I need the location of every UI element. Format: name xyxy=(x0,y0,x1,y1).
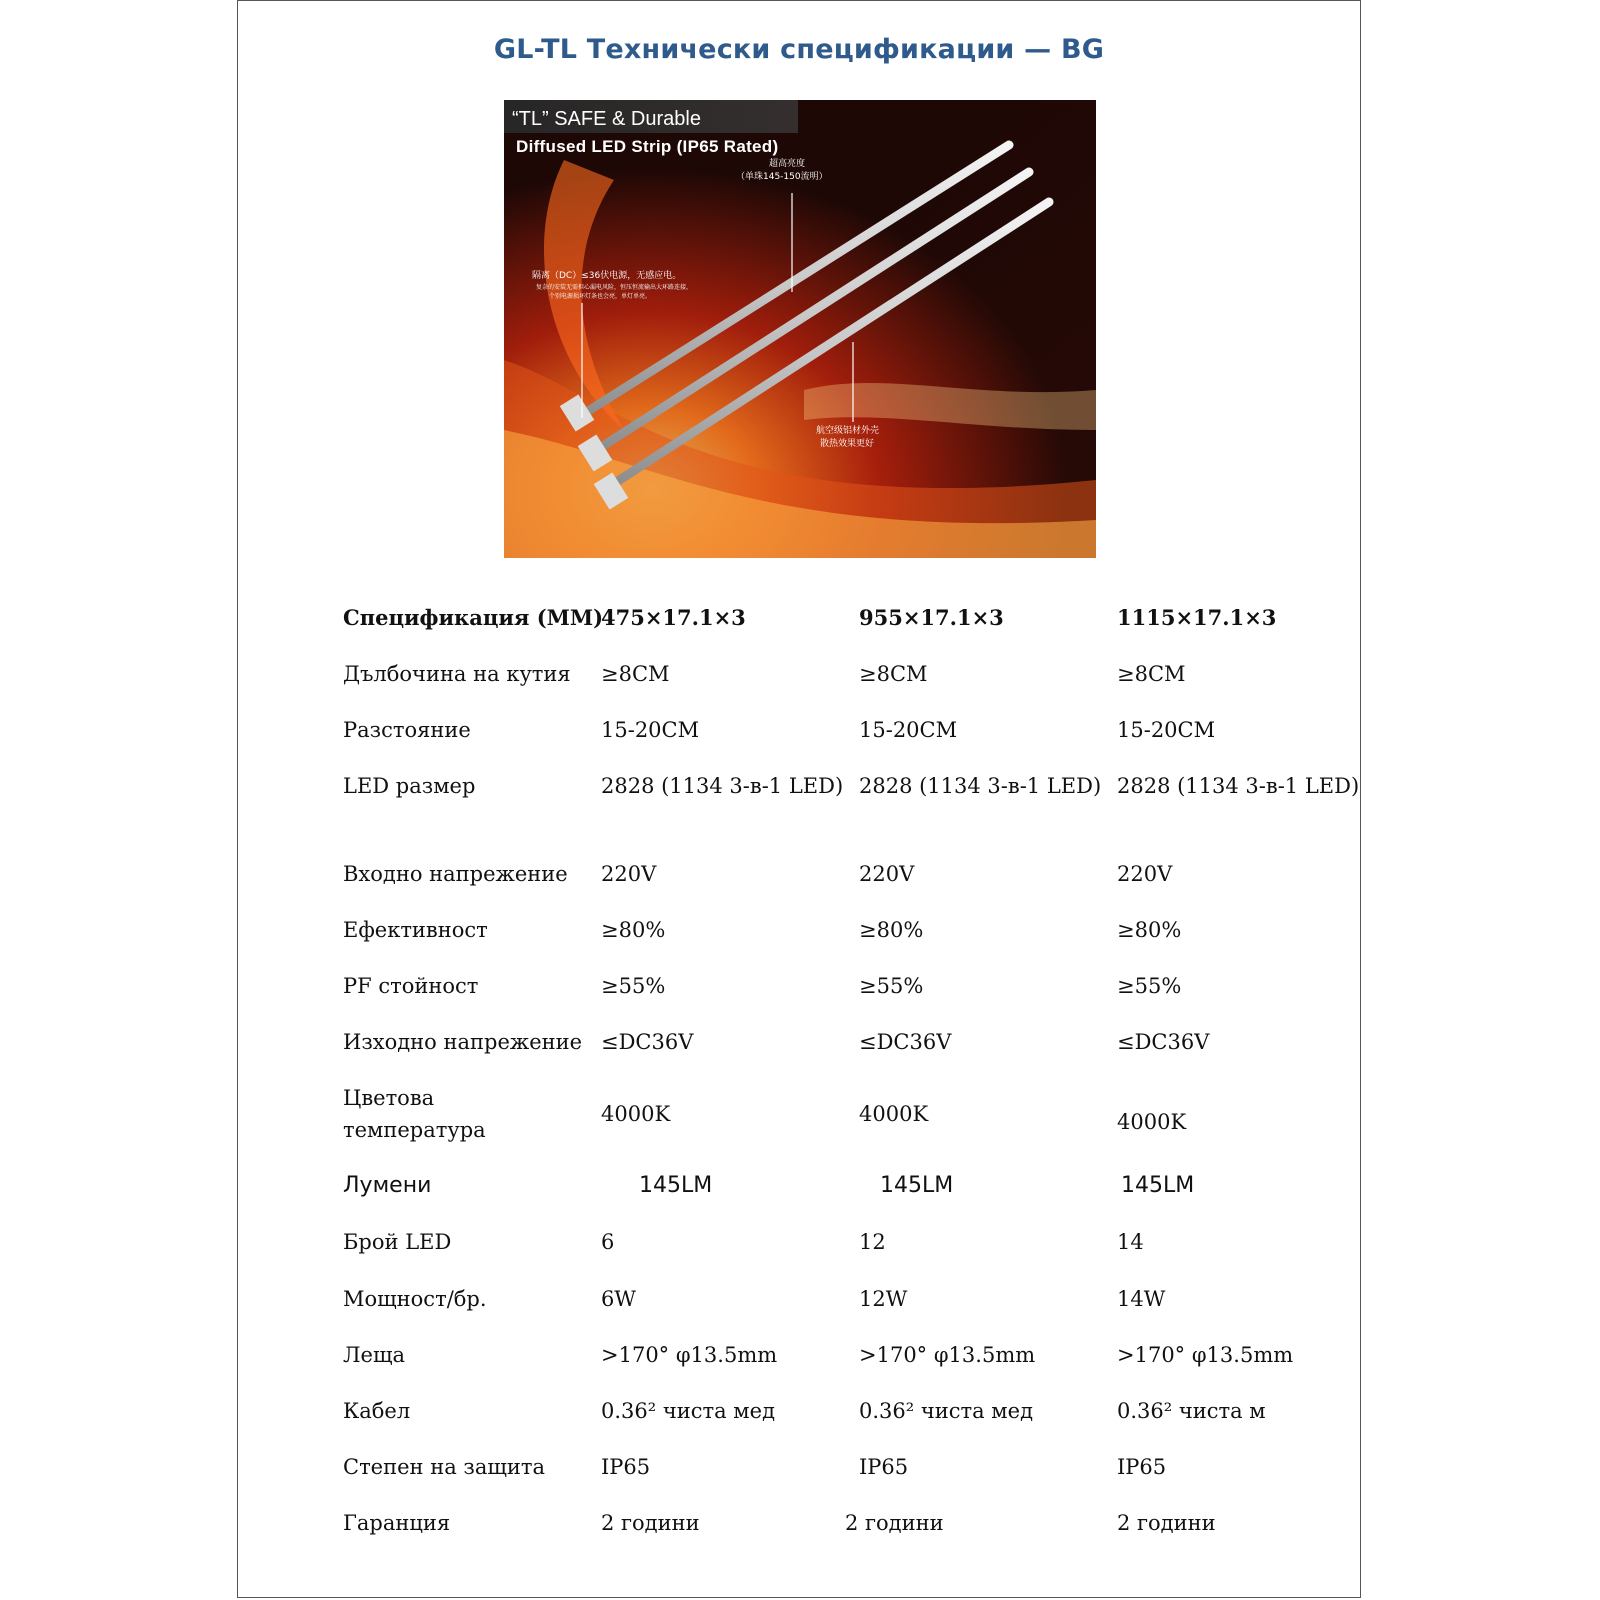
table-cell: ≥80% xyxy=(859,918,924,942)
table-row xyxy=(343,1082,1343,1146)
table-cell: ≥55% xyxy=(1117,974,1182,998)
table-cell: 14W xyxy=(1117,1287,1166,1311)
table-cell: >170° φ13.5mm xyxy=(859,1343,1036,1367)
table-cell: ≥8CM xyxy=(1117,662,1186,686)
banner-header-text: “TL” SAFE & Durable xyxy=(512,108,701,130)
table-cell: 15-20CM xyxy=(1117,718,1216,742)
table-cell: 0.36² чиста мед xyxy=(859,1399,1033,1423)
table-cell: 145LM xyxy=(1121,1173,1195,1198)
table-cell: 2 години xyxy=(845,1511,944,1535)
table-cell: 6 xyxy=(601,1230,615,1254)
callout-brightness-line1: 超高亮度 xyxy=(769,159,806,169)
callout-brightness-line2: （单珠145-150流明） xyxy=(736,172,828,182)
table-cell: 2828 (1134 3-в-1 LED) xyxy=(1117,774,1360,798)
table-cell: 15-20CM xyxy=(859,718,958,742)
document-title: GL-TL Технически спецификации — BG xyxy=(493,34,1105,65)
banner-subheader-text: Diffused LED Strip (IP65 Rated) xyxy=(516,137,779,156)
table-cell: 0.36² чиста м xyxy=(1117,1399,1266,1423)
row-label: Лумени xyxy=(343,1173,432,1198)
row-label: Мощност/бр. xyxy=(343,1287,487,1311)
table-cell: 145LM xyxy=(639,1173,713,1198)
table-cell: ≥55% xyxy=(601,974,666,998)
row-label: Степен на защита xyxy=(343,1455,546,1479)
table-cell: 4000K xyxy=(859,1102,929,1126)
table-cell: ≥80% xyxy=(1117,918,1182,942)
product-banner-image xyxy=(504,100,1096,558)
callout-aluminium-line2: 散热效果更好 xyxy=(820,439,875,449)
table-cell: 145LM xyxy=(880,1173,954,1198)
row-label: Разстояние xyxy=(343,718,471,742)
row-label: Цветова температура xyxy=(343,1086,486,1142)
table-cell: ≥8CM xyxy=(601,662,670,686)
table-cell: IP65 xyxy=(1117,1455,1167,1479)
row-label: Гаранция xyxy=(343,1511,451,1535)
table-cell: 4000K xyxy=(601,1102,671,1126)
table-cell: IP65 xyxy=(601,1455,651,1479)
row-label: Ефективност xyxy=(343,918,488,942)
table-cell: 12W xyxy=(859,1287,908,1311)
row-label: Леща xyxy=(343,1343,405,1367)
table-cell: 220V xyxy=(601,862,657,886)
table-cell: 2828 (1134 3-в-1 LED) xyxy=(859,774,1102,798)
table-cell: ≥55% xyxy=(859,974,924,998)
table-cell: ≤DC36V xyxy=(859,1030,952,1054)
row-label: Кабел xyxy=(343,1399,411,1423)
table-cell: >170° φ13.5mm xyxy=(601,1343,778,1367)
table-cell: 2 години xyxy=(601,1511,700,1535)
row-label: LED размер xyxy=(343,774,476,798)
table-cell: 6W xyxy=(601,1287,636,1311)
row-label: Брой LED xyxy=(343,1230,452,1254)
table-cell: 220V xyxy=(859,862,915,886)
table-cell: ≥80% xyxy=(601,918,666,942)
row-label: Входно напрежение xyxy=(343,862,568,886)
table-cell: >170° φ13.5mm xyxy=(1117,1343,1294,1367)
header-cell: Спецификация (MM) xyxy=(343,605,604,630)
header-cell: 955×17.1×3 xyxy=(859,605,1004,630)
table-cell: 12 xyxy=(859,1230,886,1254)
header-cell: 1115×17.1×3 xyxy=(1117,605,1277,630)
table-cell: IP65 xyxy=(859,1455,909,1479)
callout-aluminium-line1: 航空级铝材外壳 xyxy=(816,426,880,436)
table-cell: ≤DC36V xyxy=(601,1030,694,1054)
table-cell: 4000K xyxy=(1117,1110,1187,1134)
table-cell: 2828 (1134 3-в-1 LED) xyxy=(601,774,844,798)
header-cell: 475×17.1×3 xyxy=(601,605,746,630)
table-cell: 15-20CM xyxy=(601,718,700,742)
table-cell: 0.36² чиста мед xyxy=(601,1399,775,1423)
table-cell: ≥8CM xyxy=(859,662,928,686)
table-cell: 2 години xyxy=(1117,1511,1216,1535)
callout-power-line1: 隔离（DC）≤36伏电源，无感应电。 xyxy=(532,271,682,281)
callout-power-line2: 复杂的安装无需担心漏电风险，恒压恒流输出大环路连接， xyxy=(536,284,693,291)
row-label: PF стойност xyxy=(343,974,479,998)
row-label: Дълбочина на кутия xyxy=(343,662,571,686)
callout-power-line3: 个别电源损坏灯条也会亮，单灯单亮。 xyxy=(549,293,652,300)
table-cell: 14 xyxy=(1117,1230,1144,1254)
table-cell: 220V xyxy=(1117,862,1173,886)
table-cell: ≤DC36V xyxy=(1117,1030,1210,1054)
row-label: Изходно напрежение xyxy=(343,1030,583,1054)
